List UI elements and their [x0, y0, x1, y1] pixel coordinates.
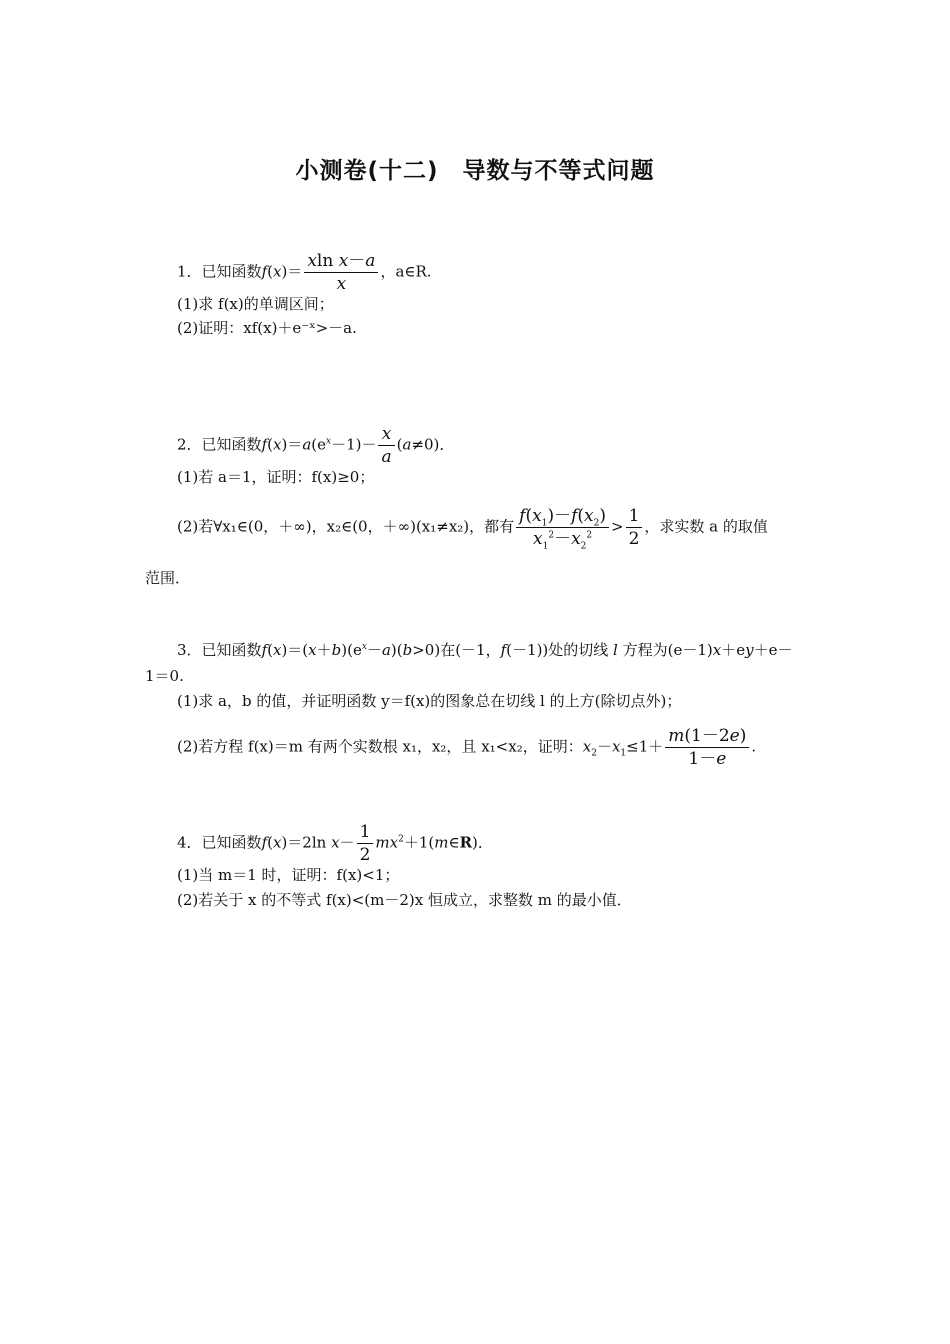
problem-4-stem: 4．已知函数f(x)＝2ln x－ $\frac{1}{2}$ $mx^2+1(m\in R)$． [177, 822, 493, 865]
problem-3-stem-continuation: 1＝0. [145, 667, 184, 685]
problem-4-stem-prefix: 已知函数 [201, 833, 262, 852]
problem-2-part-2: (2)若∀x₁∈(0，＋∞)，x₂∈(0，＋∞)(x₁≠x₂)，都有 $\frac{f(x_1)-f(x_2)}{x_1^2-x_2^2}$ > $\frac{1}{2}$ ，求实数 a 的取值 [177, 506, 768, 552]
problem-1-stem: 1．已知函数f(x)＝ $\frac{\text{xln x－a}}{x}$ ，a∈R. [177, 251, 432, 294]
problem-4-number: 4． [177, 833, 202, 852]
fraction: $\frac{f(x_1)-f(x_2)}{x_1^2-x_2^2}$ [516, 507, 609, 548]
fraction: $\frac{1}{2}$ [626, 507, 643, 548]
problem-1-number: 1． [177, 262, 202, 281]
problem-2-stem: 2．已知函数$f(x)=a(e^x-1)-$ $\frac{x}{a}$ (a≠0)． [177, 424, 455, 467]
fraction: $\frac{1}{2}$ [357, 823, 374, 864]
problem-2-part-2-suffix: ，求实数 a 的取值 [644, 517, 768, 536]
problem-3-part-1: (1)求 a，b 的值，并证明函数 y＝f(x)的图象总在切线 l 的上方(除切点外)； [177, 692, 682, 710]
problem-3-part-2-text: (2)若方程 f(x)＝m 有两个实数根 x₁，x₂，且 x₁<x₂，证明： [177, 737, 583, 756]
fraction: $\frac{x}{a}$ [378, 425, 394, 466]
fraction: $\frac{\text{xln x－a}}{x}$ [304, 252, 378, 293]
problem-4-part-1: (1)当 m＝1 时，证明：f(x)<1； [177, 866, 400, 884]
problem-3-part-2: (2)若方程 f(x)＝m 有两个实数根 x₁，x₂，且 x₁<x₂，证明：$x_2-x_1\le 1+$ $\frac{m(1-2e)}{1-e}$ . [177, 726, 757, 769]
problem-3-stem-prefix: 已知函数 [201, 641, 262, 659]
page-title: 小测卷(十二) 导数与不等式问题 [295, 158, 655, 184]
fraction: $\frac{m(1-2e)}{1-e}$ [665, 727, 749, 768]
problem-1-part-2: (2)证明：xf(x)＋e⁻ˣ>－a. [177, 319, 357, 337]
problem-3-stem: 3．已知函数$f(x)=(x+b)(e^x-a)(b>0)$在(－1，f(－1))处的切线 l 方程为(e－1)x＋ey＋e－ [177, 641, 793, 659]
problem-1-stem-prefix: 已知函数 [201, 262, 262, 281]
problem-2-number: 2． [177, 435, 202, 454]
problem-4-part-2: (2)若关于 x 的不等式 f(x)<(m－2)x 恒成立，求整数 m 的最小值． [177, 891, 632, 909]
problem-2-part-1: (1)若 a＝1，证明：f(x)≥0； [177, 468, 375, 486]
problem-2-stem-prefix: 已知函数 [201, 435, 262, 454]
problem-2-part-2-text: (2)若∀x₁∈(0，＋∞)，x₂∈(0，＋∞)(x₁≠x₂)，都有 [177, 517, 515, 536]
problem-1-part-1: (1)求 f(x)的单调区间； [177, 295, 334, 313]
problem-2-continuation: 范围． [145, 569, 191, 587]
problem-1-stem-suffix: ，a∈R. [380, 262, 432, 281]
problem-3-number: 3． [177, 641, 202, 659]
